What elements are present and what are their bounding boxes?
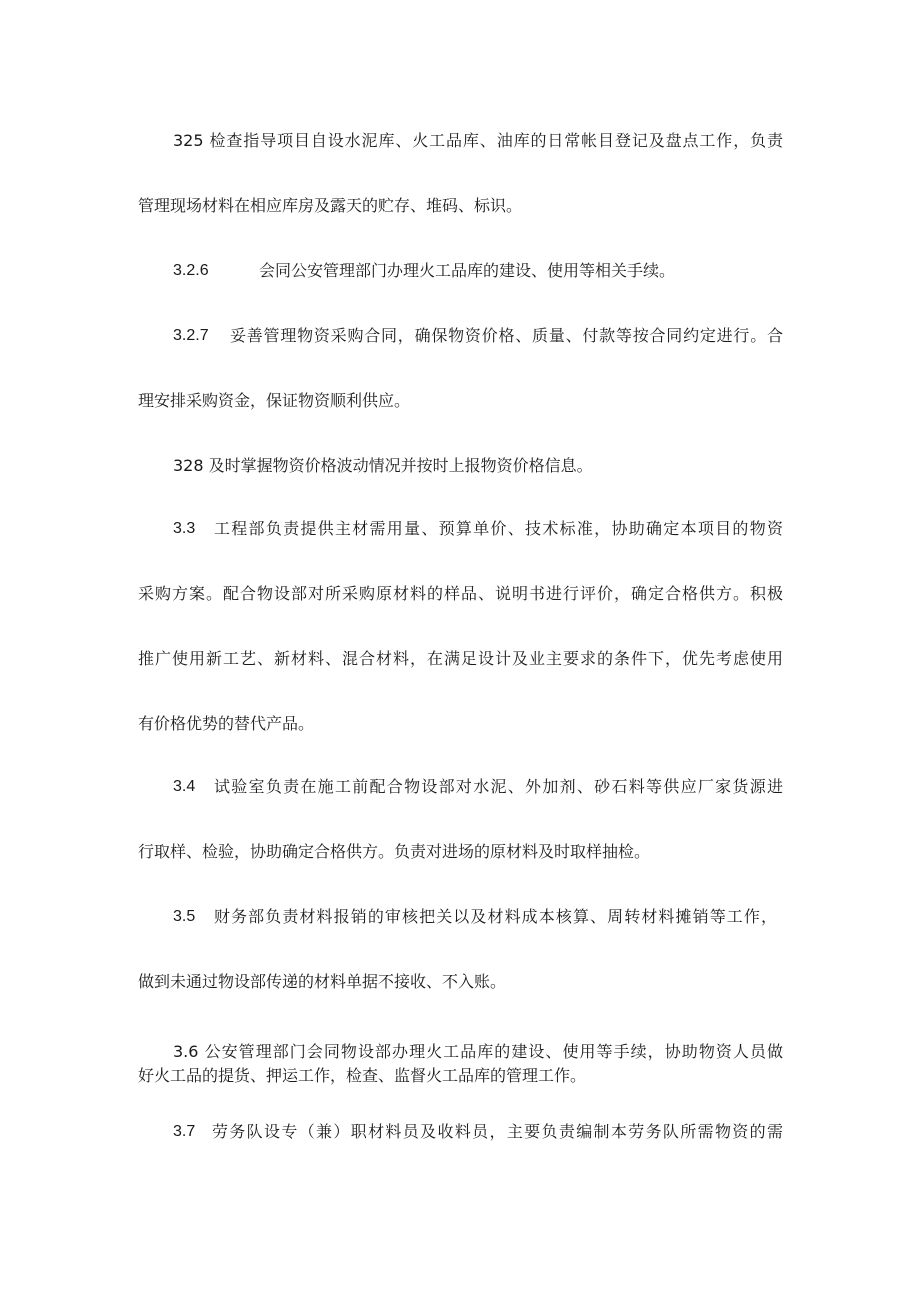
paragraph-line: 管理现场材料在相应库房及露天的贮存、堆码、标识。	[138, 196, 523, 215]
paragraph-line: 试验室负责在施工前配合物设部对水泥、外加剂、砂石料等供应厂家货源进	[214, 777, 783, 796]
paragraph-line: 328 及时掌握物资价格波动情况并按时上报物资价格信息。	[173, 456, 593, 475]
section-number: 3.7	[173, 1123, 196, 1140]
paragraph-line: 325 检查指导项目自设水泥库、火工品库、油库的日常帐目登记及盘点工作，负责	[173, 131, 783, 150]
paragraph-line: 有价格优势的替代产品。	[138, 714, 315, 733]
paragraph-line: 行取样、检验，协助确定合格供方。负责对进场的原材料及时取样抽检。	[138, 842, 651, 861]
paragraph-line: 妥善管理物资采购合同，确保物资价格、质量、付款等按合同约定进行。合	[230, 326, 783, 345]
paragraph-line: 采购方案。配合物设部对所采购原材料的样品、说明书进行评价，确定合格供方。积极	[138, 584, 783, 603]
paragraph-line: 财务部负责材料报销的审核把关以及材料成本核算、周转材料摊销等工作，	[214, 907, 777, 926]
section-number: 3.4	[173, 778, 196, 795]
paragraph-line: 理安排采购资金，保证物资顺利供应。	[138, 391, 411, 410]
paragraph-line: 3.6 公安管理部门会同物设部办理火工品库的建设、使用等手续，协助物资人员做	[173, 1042, 783, 1061]
paragraph-line: 好火工品的提货、押运工作，检查、监督火工品库的管理工作。	[138, 1066, 587, 1085]
section-number: 3.2.7	[173, 327, 209, 344]
paragraph-line: 推广使用新工艺、新材料、混合材料，在满足设计及业主要求的条件下，优先考虑使用	[138, 649, 783, 668]
section-number: 3.2.6	[173, 262, 209, 279]
paragraph-line: 工程部负责提供主材需用量、预算单价、技术标准，协助确定本项目的物资	[214, 519, 783, 538]
section-number: 3.5	[173, 908, 196, 925]
paragraph-line: 会同公安管理部门办理火工品库的建设、使用等相关手续。	[259, 261, 676, 280]
section-number: 3.3	[173, 520, 196, 537]
paragraph-line: 做到未通过物设部传递的材料单据不接收、不入账。	[138, 972, 507, 991]
paragraph-line: 劳务队设专（兼）职材料员及收料员，主要负责编制本劳务队所需物资的需	[212, 1122, 783, 1141]
